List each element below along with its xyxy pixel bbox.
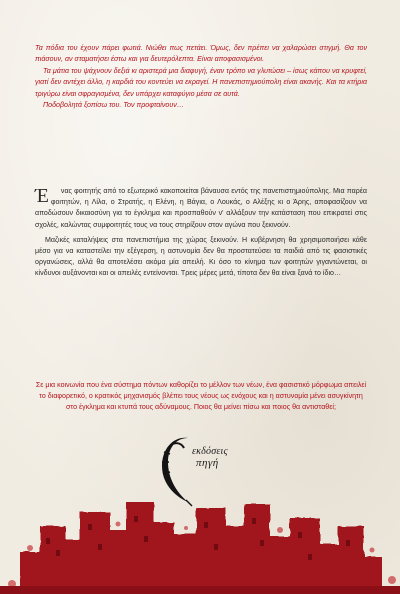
excerpt-paragraph-2: Τα μάτια του ψάχνουν δεξιά κι αριστερά μια διαφυγή, έναν τρόπο να γλυτώσει – ίσως κάπου να κρυφτεί, γιατί δεν αντέχει άλλο, η καρδιά του κοντεύει να εκραγεί. Η πανεπιστημιούπολη είναι ακανής. Και τα κτήρια τριγύρω είναι σφραγισμένα, δεν υπάρχει καταφύγιο μέσα σε αυτά. <box>35 66 367 98</box>
blurb-paragraph-2: Μαζικές καταλήψεις στα πανεπιστήμια της χώρας ξεκινούν. Η κυβέρνηση θα χρησιμοποιήσει κάθε μέσο για να καταστείλει την εξέγερση, η αστυνομία δεν θα προστατεύσει τα παιδιά από τις φασιστικές οργανώσεις, αλλά θα αποτελέσει ακόμα μία απειλή. Κι όσο το κίνημα των φοιτητών γιγαντώνεται, οι κίνδυνοι αυξάνονται και οι απειλές εντείνονται. Τρεις μέρες μετά, τίποτα δεν θα είναι ξανά το ίδιο… <box>35 235 367 278</box>
closing-statement <box>35 380 367 414</box>
excerpt-paragraph-1: Τα πόδια του έχουν πάρει φωτιά. Νιώθει πως πετάει. Όμως, δεν πρέπει να χαλαρώσει στιγμή. Θα τον πιάσουν, αν σταματήσει έστω και για δευτερόλεπτα. Είναι αποφασισμένοι. <box>35 44 367 64</box>
blurb-paragraph-1-text: νας φοιτητής από το εξωτερικό κακοποιείται βάναυσα εντός της πανεπιστημιούπολης. Μια παρέα φοιτητών, η Λίλα, ο Στρατής, η Ελένη, η Βάγια, ο Λουκάς, ο Αλέξης κι ο Άρης, αποφασίζουν να αποδώσουν δικαιοσύνη για το έγκλημα και προσπαθούν ν' αλλάξουν την κατάσταση που επικρατεί στις σχολές, καλώντας συμφοιτητές τους να τους στηρίξουν στον αγώνα που ξεκινούν. <box>35 187 367 229</box>
publisher-name-line1: εκδόσεις <box>192 446 228 457</box>
blurb <box>35 186 367 280</box>
excerpt <box>35 43 367 111</box>
red-skyline-illustration <box>0 464 400 594</box>
blurb-paragraph-1 <box>35 186 367 231</box>
publisher-name-line2: πηγή <box>196 457 219 469</box>
excerpt-paragraph-3: Ποδοβολητά ξοπίσω του. Τον προφταίνουν… <box>43 101 184 110</box>
drop-cap: Έ <box>35 185 49 207</box>
closing-text: Σε μια κοινωνία που ένα σύστημα πόντων καθορίζει το μέλλον των νέων, ένα φασιστικό μόρφωμα απειλεί το διαφορετικό, ο κρατικός μηχανισμός βλέπει τους νέους ως ενόχους και η αστυνομία μένει ασυγκίνητη στο έγκλημα και κτυπά τους αδύναμους. Ποιος θα μείνει πίσω και ποιος θα αντισταθεί; <box>35 381 367 412</box>
